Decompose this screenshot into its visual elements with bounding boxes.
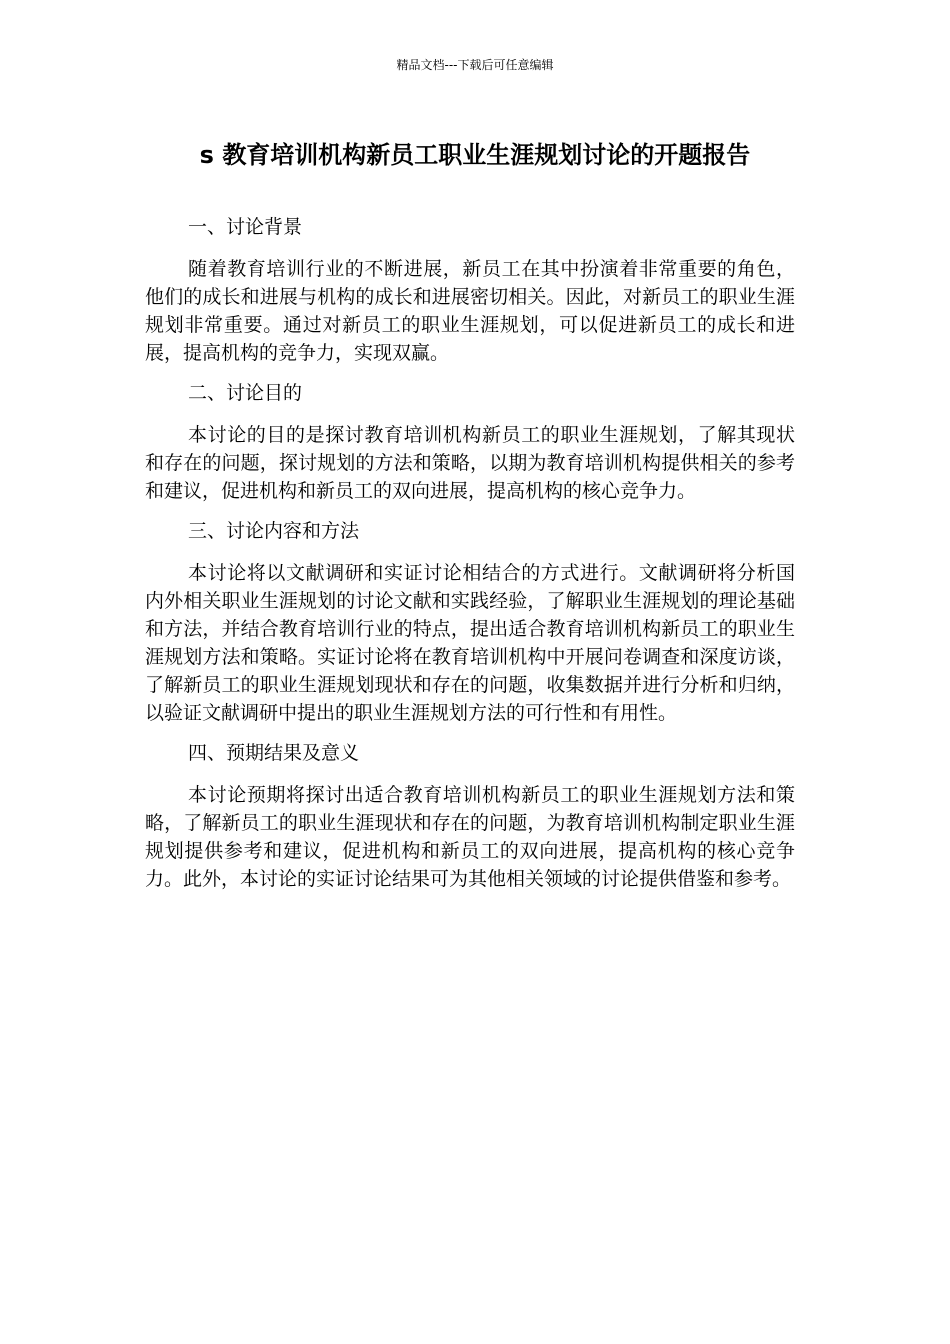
- section-heading: 四、预期结果及意义: [188, 742, 360, 764]
- section-background: [145, 214, 795, 367]
- document-body: [145, 214, 795, 906]
- section-heading: 三、讨论内容和方法: [188, 520, 360, 542]
- section-heading: 一、讨论背景: [188, 216, 303, 238]
- section-paragraph: 随着教育培训行业的不断进展，新员工在其中扮演着非常重要的角色，他们的成长和进展与机构的成长和进展密切相关。因此，对新员工的职业生涯规划非常重要。通过对新员工的职业生涯规划，可以促进新员工的成长和进展，提高机构的竞争力，实现双赢。: [145, 258, 795, 364]
- section-heading: 二、讨论目的: [188, 382, 303, 404]
- section-paragraph: 本讨论的目的是探讨教育培训机构新员工的职业生涯规划，了解其现状和存在的问题，探讨规划的方法和策略，以期为教育培训机构提供相关的参考和建议，促进机构和新员工的双向进展，提高机构的核心竞争力。: [145, 424, 795, 502]
- document-title: s 教育培训机构新员工职业生涯规划讨论的开题报告: [199, 141, 751, 169]
- section-paragraph: 本讨论预期将探讨出适合教育培训机构新员工的职业生涯规划方法和策略，了解新员工的职业生涯现状和存在的问题，为教育培训机构制定职业生涯规划提供参考和建议，促进机构和新员工的双向进展，提高机构的核心竞争力。此外，本讨论的实证讨论结果可为其他相关领域的讨论提供借鉴和参考。: [145, 784, 795, 890]
- section-content-and-methods: [145, 518, 795, 727]
- section-expected-results: [145, 740, 795, 893]
- page-header-note: 精品文档---下载后可任意编辑: [396, 58, 554, 72]
- section-purpose: [145, 380, 795, 505]
- section-paragraph: 本讨论将以文献调研和实证讨论相结合的方式进行。文献调研将分析国内外相关职业生涯规划的讨论文献和实践经验，了解职业生涯规划的理论基础和方法，并结合教育培训行业的特点，提出适合教育培训机构新员工的职业生涯规划方法和策略。实证讨论将在教育培训机构中开展问卷调查和深度访谈，了解新员工的职业生涯规划现状和存在的问题，收集数据并进行分析和归纳，以验证文献调研中提出的职业生涯规划方法的可行性和有用性。: [145, 562, 795, 724]
